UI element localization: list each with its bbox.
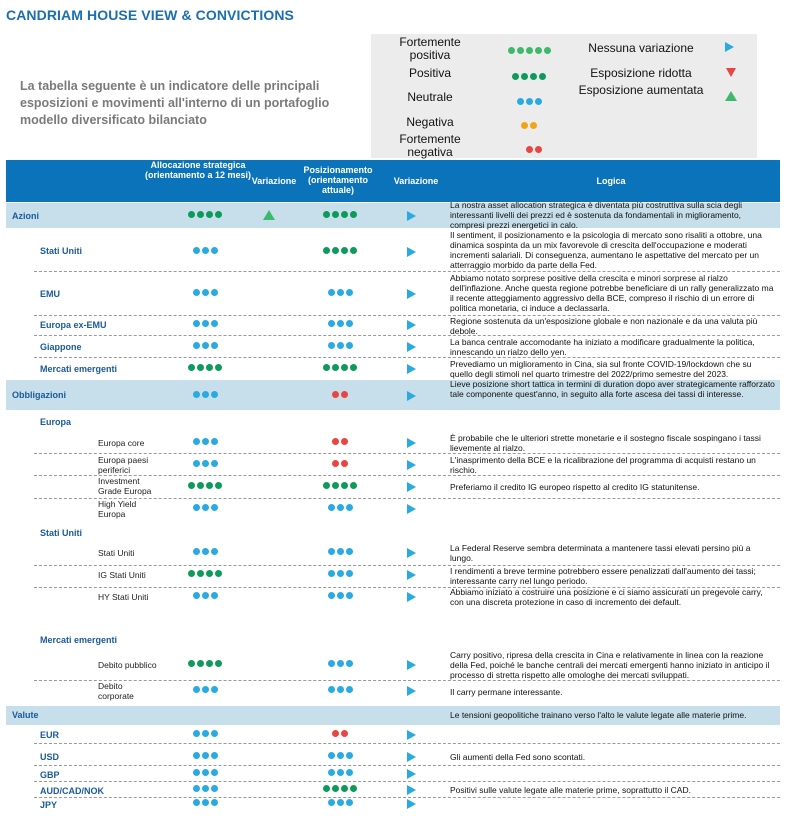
row-label: Obbligazioni <box>12 390 66 400</box>
positive-dot <box>350 785 357 792</box>
positive-dot <box>332 364 339 371</box>
positive-dot <box>206 570 213 577</box>
strong-negative-dot <box>332 391 339 398</box>
header-positioning: Posizionamento (orientamento attuale) <box>303 165 373 195</box>
neutral-dot <box>202 592 209 599</box>
positive-dot <box>215 570 222 577</box>
neutral-dot <box>193 785 200 792</box>
positive-dot <box>197 660 204 667</box>
row-logic: Abbiamo notato sorprese positive della crescita e minori sorprese al rialzo dell'inflazione. Anche questa regione potrebbe beneficiare di un rally generalizzato ma il recente atteggiamento aggressivo della BCE, compreso il rischio di un errore di politica monetaria, ci induce a declassarla. <box>450 273 774 313</box>
positioning-rating <box>327 660 354 668</box>
row-label: Debito corporate <box>98 681 134 701</box>
neutral-dot <box>193 799 200 806</box>
neutral-dot <box>202 752 209 759</box>
row-label: Debito pubblico <box>98 660 157 670</box>
allocation-rating <box>187 482 223 490</box>
neutral-dot <box>211 342 218 349</box>
legend-positive-dots <box>511 68 547 76</box>
neutral-dot <box>211 320 218 327</box>
neutral-dot <box>193 769 200 776</box>
neutral-dot <box>202 320 209 327</box>
no-change-icon <box>407 570 416 580</box>
positive-dot <box>323 785 330 792</box>
row-label: Investment Grade Europa <box>98 476 152 496</box>
row-logic: Il carry permane interessante. <box>450 687 563 697</box>
row-logic: La banca centrale accomodante ha iniziato a modificare gradualmente la politica, innescando un rialzo dello yen. <box>450 337 755 357</box>
neutral-dot <box>337 289 344 296</box>
allocation-rating <box>187 660 223 668</box>
row-label: USD <box>40 752 60 762</box>
positioning-rating <box>327 320 354 328</box>
legend-strong-positive-dots <box>507 42 552 50</box>
row-logic: Il sentiment, il posizionamento e la psicologia di mercato sono risaliti a ottobre, una dinamica sospinta da un mix favorevole di crescita dell'occupazione e moderati incrementi salariali. Di conseguenza, aumentano le aspettative del mercato per un atterraggio morbido da parte della Fed. <box>450 230 762 270</box>
neutral-dot <box>328 752 335 759</box>
neutral-dot <box>211 785 218 792</box>
row-label: HY Stati Uniti <box>98 592 149 602</box>
neutral-dot <box>202 342 209 349</box>
positioning-rating <box>322 247 358 255</box>
strong-negative-dot <box>341 438 348 445</box>
neutral-dot <box>211 799 218 806</box>
neutral-dot <box>211 730 218 737</box>
neutral-dot <box>337 752 344 759</box>
row-label: Giappone <box>40 342 82 352</box>
neutral-dot <box>211 289 218 296</box>
legend-positive-label: Positiva <box>408 66 452 80</box>
strong-negative-dot <box>341 730 348 737</box>
row-logic: L'inasprimento della BCE e la ricalibrazione del programma di acquisti restano un rischio. <box>450 455 756 475</box>
allocation-rating <box>192 730 219 738</box>
allocation-rating <box>187 211 223 219</box>
legend-reduced-label: Esposizione ridotta <box>590 66 692 80</box>
neutral-dot <box>211 438 218 445</box>
no-change-icon <box>407 320 416 330</box>
positive-dot <box>350 364 357 371</box>
neutral-dot <box>211 391 218 398</box>
allocation-rating <box>192 438 219 446</box>
strong-positive-dot <box>517 47 524 54</box>
neutral-dot <box>346 752 353 759</box>
positive-dot <box>539 73 546 80</box>
allocation-rating <box>192 460 219 468</box>
neutral-dot <box>193 438 200 445</box>
row-logic: La Federal Reserve sembra determinata a mantenere tassi elevati persino più a lungo. <box>450 543 751 563</box>
header-variation-1: Variazione <box>251 176 297 186</box>
positioning-rating <box>327 752 354 760</box>
legend-strong-positive-label: Fortemente positiva <box>399 35 461 62</box>
neutral-dot <box>346 289 353 296</box>
no-change-icon <box>407 686 416 696</box>
neutral-dot <box>328 799 335 806</box>
positive-dot <box>215 482 222 489</box>
positioning-rating <box>327 799 354 807</box>
row-label: Stati Uniti <box>40 246 82 256</box>
positioning-rating <box>327 504 354 512</box>
positive-dot <box>341 785 348 792</box>
positioning-rating <box>327 342 354 350</box>
neutral-dot <box>202 391 209 398</box>
positioning-rating <box>331 391 349 399</box>
strong-negative-dot <box>332 438 339 445</box>
positive-dot <box>206 482 213 489</box>
positive-dot <box>341 364 348 371</box>
no-change-icon <box>407 460 416 470</box>
reduced-icon <box>726 68 736 77</box>
neutral-dot <box>346 320 353 327</box>
neutral-dot <box>193 686 200 693</box>
row-logic: È probabile che le ulteriori strette monetarie e il sostegno fiscale sospingano i tassi lievemente al rialzo. <box>450 433 761 453</box>
positioning-rating <box>327 592 354 600</box>
no-change-icon <box>407 592 416 602</box>
neutral-dot <box>346 342 353 349</box>
positive-dot <box>350 482 357 489</box>
table-header <box>6 160 780 202</box>
negative-dot <box>530 122 537 129</box>
positive-dot <box>197 211 204 218</box>
neutral-dot <box>337 570 344 577</box>
positive-dot <box>188 482 195 489</box>
neutral-dot <box>526 98 533 105</box>
neutral-dot <box>535 98 542 105</box>
legend-box <box>371 34 757 158</box>
legend-strong-negative-dots <box>525 141 543 149</box>
no-change-icon <box>407 391 416 401</box>
no-change-icon <box>407 247 416 257</box>
positive-dot <box>188 211 195 218</box>
row-logic: Gli aumenti della Fed sono scontati. <box>450 752 586 762</box>
no-change-icon <box>407 785 416 795</box>
positive-dot <box>206 211 213 218</box>
neutral-dot <box>211 769 218 776</box>
row-logic: La nostra asset allocation strategica è diventata più costruttiva sulla scia degli interessanti livelli dei prezzi ed è sostenuta da fondamentali in miglioramento, compresi prezzi energetici in calo. <box>450 200 742 230</box>
row-logic: Abbiamo iniziato a costruire una posizione e ci siamo assicurati un pregevole carry, con una discreta protezione in caso di incremento dei default. <box>450 587 763 607</box>
neutral-dot <box>202 460 209 467</box>
neutral-dot <box>202 785 209 792</box>
neutral-dot <box>211 460 218 467</box>
row-label: Europa ex-EMU <box>40 320 107 330</box>
positive-dot <box>332 482 339 489</box>
neutral-dot <box>202 769 209 776</box>
neutral-dot <box>202 247 209 254</box>
row-label: Mercati emergenti <box>40 364 118 374</box>
legend-strong-negative-label: Fortemente negativa <box>399 132 461 159</box>
no-change-icon <box>407 289 416 299</box>
neutral-dot <box>328 342 335 349</box>
positive-dot <box>332 247 339 254</box>
legend-no-change-label: Nessuna variazione <box>588 41 694 55</box>
positive-dot <box>188 660 195 667</box>
neutral-dot <box>193 391 200 398</box>
strong-negative-dot <box>526 146 533 153</box>
allocation-rating <box>192 548 219 556</box>
positioning-rating <box>327 548 354 556</box>
positive-dot <box>206 660 213 667</box>
neutral-dot <box>211 548 218 555</box>
positive-dot <box>215 660 222 667</box>
positive-dot <box>206 364 213 371</box>
row-logic: Le tensioni geopolitiche trainano verso l'alto le valute legate alle materie prime. <box>450 710 747 720</box>
row-label: Europa core <box>98 438 145 448</box>
row-label: Valute <box>12 710 39 720</box>
neutral-dot <box>337 504 344 511</box>
neutral-dot <box>517 98 524 105</box>
neutral-dot <box>337 342 344 349</box>
neutral-dot <box>202 686 209 693</box>
neutral-dot <box>202 438 209 445</box>
neutral-dot <box>328 548 335 555</box>
positioning-rating <box>331 438 349 446</box>
neutral-dot <box>211 592 218 599</box>
row-label: AUD/CAD/NOK <box>40 786 104 796</box>
neutral-dot <box>328 769 335 776</box>
row-label: GBP <box>40 770 60 780</box>
increased-icon <box>725 91 737 101</box>
positioning-rating <box>327 769 354 777</box>
allocation-rating <box>192 752 219 760</box>
legend-negative-label: Negativa <box>406 115 454 129</box>
row-logic: I rendimenti a breve termine potrebbero essere penalizzati dall'aumento dei tassi; interessante carry nel lungo periodo. <box>450 566 756 586</box>
neutral-dot <box>193 548 200 555</box>
allocation-rating <box>192 391 219 399</box>
neutral-dot <box>193 730 200 737</box>
strong-negative-dot <box>332 460 339 467</box>
allocation-rating <box>192 769 219 777</box>
positioning-rating <box>322 364 358 372</box>
legend-increased-label: Esposizione aumentata <box>578 83 704 97</box>
positive-dot <box>350 247 357 254</box>
strong-negative-dot <box>332 730 339 737</box>
header-variation-2: Variazione <box>393 176 439 186</box>
neutral-dot <box>337 686 344 693</box>
neutral-dot <box>202 289 209 296</box>
header-logic: Logica <box>596 176 626 186</box>
neutral-dot <box>346 769 353 776</box>
allocation-rating <box>192 320 219 328</box>
neutral-dot <box>346 548 353 555</box>
positive-dot <box>512 73 519 80</box>
legend-neutral-label: Neutrale <box>407 90 453 104</box>
positioning-rating <box>327 570 354 578</box>
row-label: Europa <box>40 417 72 427</box>
row-logic: Preferiamo il credito IG europeo rispetto al credito IG statunitense. <box>450 482 700 492</box>
negative-dot <box>521 122 528 129</box>
positive-dot <box>530 73 537 80</box>
row-label: Stati Uniti <box>40 528 82 538</box>
positive-dot <box>197 364 204 371</box>
no-change-icon <box>407 752 416 762</box>
increased-icon <box>263 210 275 220</box>
row-logic: Regione sostenuta da un'esposizione globale e non nazionale e da una valuta più debole. <box>450 316 758 336</box>
neutral-dot <box>193 289 200 296</box>
positive-dot <box>188 570 195 577</box>
positioning-rating <box>331 460 349 468</box>
neutral-dot <box>346 592 353 599</box>
positive-dot <box>341 211 348 218</box>
strong-positive-dot <box>535 47 542 54</box>
no-change-icon <box>407 438 416 448</box>
neutral-dot <box>346 660 353 667</box>
neutral-dot <box>328 289 335 296</box>
allocation-rating <box>192 289 219 297</box>
allocation-rating <box>192 686 219 694</box>
no-change-icon <box>725 42 734 52</box>
positive-dot <box>350 211 357 218</box>
neutral-dot <box>328 592 335 599</box>
neutral-dot <box>346 570 353 577</box>
positioning-rating <box>327 686 354 694</box>
neutral-dot <box>193 592 200 599</box>
strong-negative-dot <box>535 146 542 153</box>
row-logic: Prevediamo un miglioramento in Cina, sia sul fronte COVID-19/lockdown che su quello degli stimoli nel quarto trimestre del 2022/primo semestre del 2023. <box>450 359 752 379</box>
no-change-icon <box>407 769 416 779</box>
neutral-dot <box>202 799 209 806</box>
neutral-dot <box>337 592 344 599</box>
positive-dot <box>332 785 339 792</box>
neutral-dot <box>193 247 200 254</box>
positive-dot <box>323 482 330 489</box>
no-change-icon <box>407 364 416 374</box>
neutral-dot <box>193 752 200 759</box>
positive-dot <box>215 211 222 218</box>
allocation-rating <box>192 504 219 512</box>
no-change-icon <box>407 548 416 558</box>
positioning-rating <box>322 482 358 490</box>
no-change-icon <box>407 482 416 492</box>
allocation-rating <box>192 785 219 793</box>
row-label: EMU <box>40 289 60 299</box>
positioning-rating <box>322 785 358 793</box>
strong-positive-dot <box>544 47 551 54</box>
positive-dot <box>521 73 528 80</box>
neutral-dot <box>202 504 209 511</box>
positive-dot <box>341 247 348 254</box>
row-label: Europa paesi periferici <box>98 455 149 475</box>
legend-neutral-dots <box>516 93 543 101</box>
row-label: Azioni <box>12 211 39 221</box>
row-label: Stati Uniti <box>98 548 135 558</box>
row-logic: Carry positivo, ripresa della crescita in Cina e relativamente in linea con la reazione della Fed, poiché le banche centrali dei mercati emergenti hanno iniziato in anticipo il processo di stretta rispetto alle omologhe dei mercati sviluppati. <box>450 650 770 680</box>
neutral-dot <box>202 730 209 737</box>
positive-dot <box>323 364 330 371</box>
positive-dot <box>332 211 339 218</box>
row-logic: Lieve posizione short tattica in termini di duration dopo aver strategicamente rafforzato tale componente quest'anno, in seguito alla forte ascesa dei tassi di interesse. <box>450 379 775 399</box>
neutral-dot <box>337 769 344 776</box>
strong-negative-dot <box>341 391 348 398</box>
neutral-dot <box>337 799 344 806</box>
neutral-dot <box>328 660 335 667</box>
neutral-dot <box>211 504 218 511</box>
no-change-icon <box>407 211 416 221</box>
positive-dot <box>197 482 204 489</box>
allocation-rating <box>192 342 219 350</box>
positive-dot <box>215 364 222 371</box>
strong-positive-dot <box>526 47 533 54</box>
neutral-dot <box>193 342 200 349</box>
neutral-dot <box>211 686 218 693</box>
neutral-dot <box>211 752 218 759</box>
no-change-icon <box>407 504 416 514</box>
intro-text: La tabella seguente è un indicatore delle principali esposizioni e movimenti all'interno di un portafoglio modello diversificato bilanciato <box>20 79 330 127</box>
positive-dot <box>323 247 330 254</box>
row-label: EUR <box>40 730 60 740</box>
neutral-dot <box>211 247 218 254</box>
header-allocation: Allocazione strategica (orientamento a 12 mesi) <box>144 160 252 180</box>
neutral-dot <box>337 660 344 667</box>
strong-negative-dot <box>341 460 348 467</box>
allocation-rating <box>192 799 219 807</box>
row-label: High Yield Europa <box>98 499 137 519</box>
neutral-dot <box>337 320 344 327</box>
positioning-rating <box>322 211 358 219</box>
neutral-dot <box>346 686 353 693</box>
row-label: IG Stati Uniti <box>98 570 146 580</box>
no-change-icon <box>407 799 416 809</box>
allocation-rating <box>192 592 219 600</box>
positive-dot <box>197 570 204 577</box>
no-change-icon <box>407 660 416 670</box>
allocation-rating <box>187 570 223 578</box>
no-change-icon <box>407 342 416 352</box>
positive-dot <box>323 211 330 218</box>
neutral-dot <box>346 799 353 806</box>
strong-positive-dot <box>508 47 515 54</box>
allocation-rating <box>192 247 219 255</box>
no-change-icon <box>407 730 416 740</box>
positioning-rating <box>327 289 354 297</box>
positive-dot <box>188 364 195 371</box>
neutral-dot <box>328 320 335 327</box>
neutral-dot <box>328 686 335 693</box>
row-logic: Positivi sulle valute legate alle materie prime, soprattutto il CAD. <box>450 785 691 795</box>
neutral-dot <box>346 504 353 511</box>
allocation-rating <box>187 364 223 372</box>
neutral-dot <box>337 548 344 555</box>
neutral-dot <box>193 460 200 467</box>
neutral-dot <box>193 504 200 511</box>
neutral-dot <box>328 504 335 511</box>
legend-negative-dots <box>520 117 538 125</box>
neutral-dot <box>202 548 209 555</box>
page-title: CANDRIAM HOUSE VIEW & CONVICTIONS <box>6 7 294 23</box>
positive-dot <box>341 482 348 489</box>
positioning-rating <box>331 730 349 738</box>
neutral-dot <box>193 320 200 327</box>
neutral-dot <box>328 570 335 577</box>
row-label: Mercati emergenti <box>40 635 118 645</box>
row-label: JPY <box>40 800 58 810</box>
